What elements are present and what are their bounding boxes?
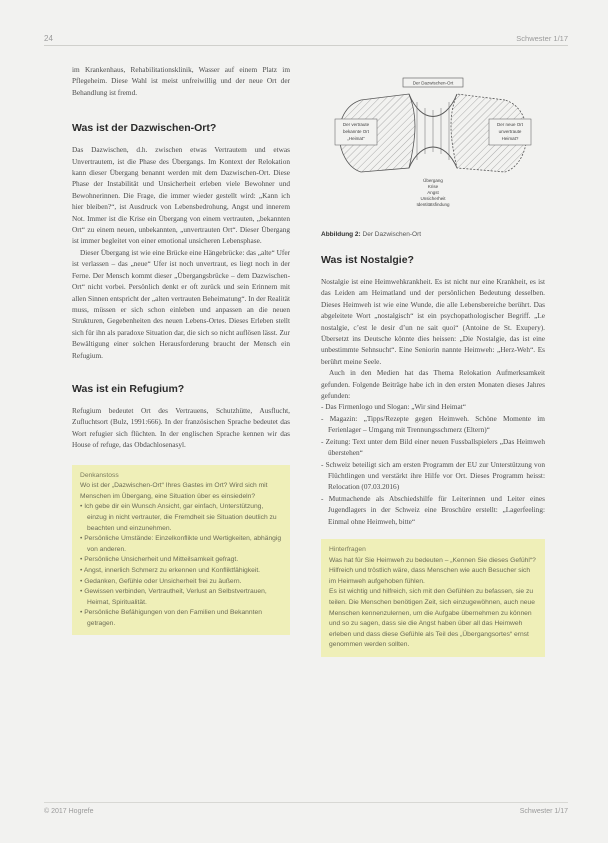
list-item: - Schweiz beteiligt sich am ersten Programm der EU zur Unterstützung von Flüchtlingen und verstärkt ihre Hilfe vor Ort. Dieses Programm heisst: Relocation (07.03.2016) xyxy=(321,459,545,493)
heading-refugium: Was ist ein Refugium? xyxy=(72,382,185,395)
denkanstoss-title: Denkanstoss xyxy=(80,471,119,479)
list-item: • Persönliche Umstände: Einzelkonflikte und Wertigkeiten, abhängig von anderen. xyxy=(80,534,282,555)
header-rule xyxy=(44,45,568,46)
list-item: - Das Firmenlogo und Slogan: „Wir sind Heimat“ xyxy=(321,401,545,412)
paragraph-dazwischen-1: Das Dazwischen, d.h. zwischen etwas Vertrautem und etwas Unvertrautem, ist die Phase des Übergangs. Im Kontext der Relokation kann dieser Übergang benannt werden mit dem Dazwischen-Ort. Diese Phase der Instabilität und Unsicherheit erleben viele Bewohner und Bewohnerinnen. Die Frage, die immer wieder gestellt wird: „Kann ich hier bleiben?“, ist Ausdruck von Lebensbedrohung, Angst und innerem Not. Immer ist die Krise ein Übergang von einem vertrauten, „bekannten Ort“ zu einem neuen, unbekannten, „unvertrauten Ort“. Dieser Übergang ist immer begleitet von einer emotional unsicheren Lebensphase. xyxy=(72,145,290,246)
list-item: - Mutmachende als Abschiedshilfe für Leiterinnen und Leiter eines Jugendlagers in der Schweiz eine Broschüre erstellt: „Lagerfeeling: Einmal ohne Heimweh, bitte“ xyxy=(321,493,545,527)
hinterfragen-box xyxy=(321,539,545,657)
list-item: - Magazin: „Tipps/Rezepte gegen Heimweh. Schöne Momente im Ferienlager – Umgang mit Trennungsschmerz (Eltern)“ xyxy=(321,413,545,436)
list-item: • Angst, innerlich Schmerz zu erkennen und Konfliktfähigkeit. xyxy=(80,566,282,577)
bottom-label: Unsicherheit xyxy=(420,196,446,201)
media-list xyxy=(321,401,545,526)
running-header: Schwester 1/17 xyxy=(516,34,568,43)
top-label: Der Dazwischen-Ort xyxy=(412,80,454,86)
heading-dazwischen-ort: Was ist der Dazwischen-Ort? xyxy=(72,122,217,135)
right-label: unvertraute xyxy=(498,129,522,134)
bottom-label: Identitätsfindung xyxy=(416,202,450,207)
left-label: „Heimat“ xyxy=(347,136,365,141)
bottom-label: Übergang xyxy=(423,178,443,183)
list-item: - Zeitung: Text unter dem Bild einer neuen Fussballspielers „Das Heimweh überstehen“ xyxy=(321,436,545,459)
hinterfragen-title: Hinterfragen xyxy=(329,545,366,553)
figure-caption xyxy=(321,231,545,238)
right-label: Heimat? xyxy=(501,136,519,141)
dazwischen-ort-diagram xyxy=(321,64,545,214)
caption-label: Abbildung 2: xyxy=(321,231,361,238)
bottom-label: Angst xyxy=(427,190,439,195)
paragraph-dazwischen-2: Dieser Übergang ist wie eine Brücke eine Hängebrücke: das „alte“ Ufer ist verlassen – das „neue“ Ufer ist noch unvertraut, es liegt noch in der Ferne. Der Mensch kommt dieser „Übergangsbrücke – dem Dazwischen-Ort“ nicht vorbei. Persönlich denkt er oft zurück und sein Erinnern mit allen Sinnen entspricht der „alten vertrauten Beheimatung“. In der Realität muss, müssen er sich schon einleben und anpassen an die neuen Strukturen, Gegebenheiten des neuen Lebens-Ortes. Dieses Erleben stellt sich für ihn als paradoxe Situation dar, die sich so nicht auflösen lässt. Zur Bewältigung einer solchen Herausforderung braucht der Mensch ein Refugium. xyxy=(72,247,291,360)
denkanstoss-box xyxy=(72,465,290,636)
hinterfragen-line: Hilfreich und tröstlich wäre, dass Menschen wie auch Besucher sich im Heimweh aufgehoben fühlen. xyxy=(329,567,531,585)
list-item: • Gewissen verbinden, Vertrautheit, Verlust an Selbstvertrauen, Heimat, Spiritualität. xyxy=(80,587,282,608)
list-item: • Gedanken, Gefühle oder Unsicherheit frei zu äußern. xyxy=(80,577,282,588)
right-column xyxy=(321,64,545,657)
footer-copyright: © 2017 Hogrefe xyxy=(44,808,94,815)
hinterfragen-line: Was hat für Sie Heimweh zu bedeuten – „Kennen Sie dieses Gefühl“? xyxy=(329,556,536,564)
denkanstoss-list xyxy=(80,502,282,629)
footer-rule xyxy=(44,802,568,803)
paragraph-medien: Auch in den Medien hat das Thema Relokation Aufmerksamkeit gefunden. Folgende Beiträge habe ich in den ersten Monaten dieses Jahres gefunden: xyxy=(321,368,545,401)
intro-paragraph: im Krankenhaus, Rehabilitationsklinik, Wasser auf einem Platz im Pflegeheim. Diese Wahl ist meist unfreiwillig und der neue Ort der Behandlung ist fremd. xyxy=(72,65,290,97)
left-column xyxy=(72,64,290,635)
denkanstoss-intro: Wo ist der „Dazwischen-Ort“ Ihres Gastes im Ort? Wird sich mit Menschen im Übergang, eine Situation über es einsiedeln? xyxy=(80,482,268,500)
bottom-label: Krise xyxy=(427,184,439,189)
list-item: • Ich gebe dir ein Wunsch Ansicht, gar einfach, Unterstützung, einzug in nicht vertrauter, die Fremdheit sie Situation deutlich zu beachten und einzunehmen. xyxy=(80,502,282,534)
left-label: Der vertraute xyxy=(342,122,370,127)
caption-text: Der Dazwischen-Ort xyxy=(362,231,422,238)
paragraph-refugium: Refugium bedeutet Ort des Vertrauens, Schutzhütte, Ausflucht, Zufluchtsort (Bulz, 1991:666). In der französischen Sprache bedeutet das Wort refugier sich flüchten. In der englischen Sprache kennen wir das House of refuge, das Obdachlosenasyl. xyxy=(72,405,290,450)
left-label: bekannte Ort xyxy=(342,129,370,134)
list-item: • Persönliche Befähigungen von den Familien und Bekannten getragen. xyxy=(80,608,282,629)
right-label: Der neue Ort xyxy=(496,122,524,127)
paragraph-nostalgie: Nostalgie ist eine Heimwehkrankheit. Es ist nicht nur eine Krankheit, es ist das Leiden am Heimatland und der persönlichen Bedeutung desselben. Dieses Heimweh ist wie eine Wunde, die alle Lebensbereiche berührt. Das abgeleitete Wort „nostalgisch“ ist ein psychopathologischer Begriff. „Le nostalgie, c’est le desir d’un ne sait quoi“ (Antoine de St. Exupery). Übersetzt ins Deutsche könnte dies heissen: „Die Nostalgie, das ist eine unbestimmte Sehnsucht“. Eine Seniorin nannte Heimweh: „Herz-Weh“. Es berührt meine Seele. xyxy=(321,277,545,366)
footer-journal: Schwester 1/17 xyxy=(519,808,568,815)
heading-nostalgie: Was ist Nostalgie? xyxy=(321,254,414,266)
page-number: 24 xyxy=(44,34,53,43)
hinterfragen-line: Es ist wichtig und hilfreich, sich mit den Gefühlen zu befassen, sie zu teilen. Die Menschen benötigen Zeit, sich einzugewöhnen, auch neue Menschen kennenzulernen, um die Aufgabe übernehmen zu können und so zu sagen, dass sie die Angst haben über all das Heimweh erleben und dass diese Gefühle als Teil des „Übergangsortes“ ernst genommen werden sollten. xyxy=(329,588,535,649)
list-item: • Persönliche Unsicherheit und Mitteilsamkeit gefragt. xyxy=(80,555,282,566)
